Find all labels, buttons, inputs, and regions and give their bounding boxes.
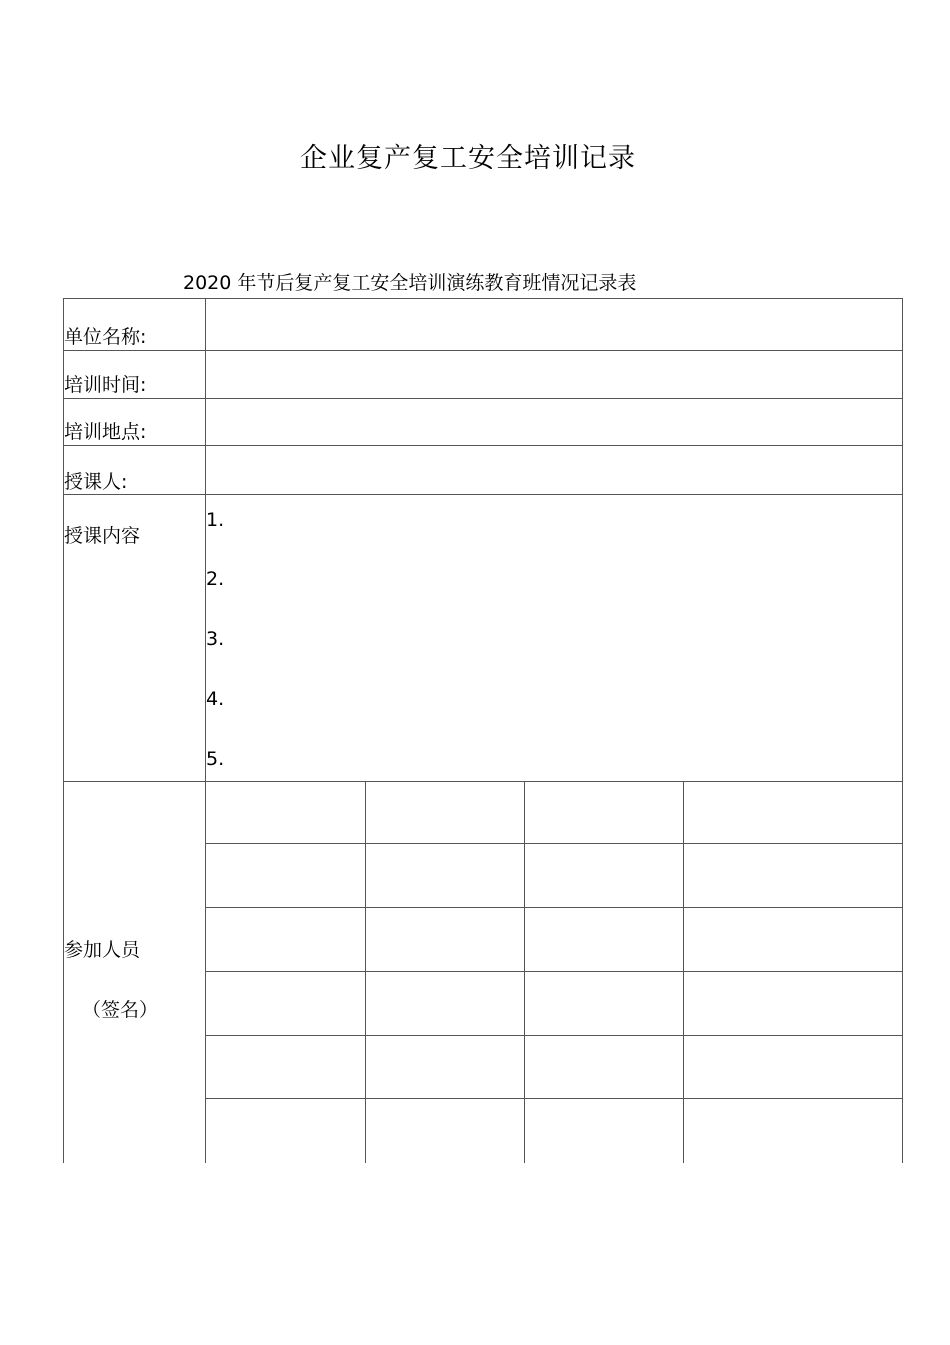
table-border-right bbox=[902, 298, 903, 1163]
participants-label: 参加人员 bbox=[64, 939, 141, 961]
document-title: 企业复产复工安全培训记录 bbox=[300, 143, 636, 174]
signature-column-divider bbox=[683, 781, 684, 1163]
label-column-divider bbox=[205, 298, 206, 1163]
signature-row-divider bbox=[206, 1035, 903, 1036]
lecturer-label: 授课人: bbox=[64, 471, 128, 493]
unit-name-label: 单位名称: bbox=[64, 326, 147, 348]
row-divider bbox=[63, 494, 903, 495]
training-time-label: 培训时间: bbox=[64, 374, 147, 396]
signature-row-divider bbox=[206, 843, 903, 844]
row-divider bbox=[63, 398, 903, 399]
signature-row-divider bbox=[206, 1098, 903, 1099]
content-item: 4. bbox=[206, 688, 225, 710]
row-divider bbox=[63, 445, 903, 446]
signature-row-divider bbox=[206, 907, 903, 908]
signature-note: （签名） bbox=[82, 999, 159, 1021]
table-border-top bbox=[63, 298, 903, 299]
content-item: 1. bbox=[206, 509, 225, 531]
signature-column-divider bbox=[365, 781, 366, 1163]
content-item: 2. bbox=[206, 568, 225, 590]
signature-row-divider bbox=[206, 971, 903, 972]
content-item: 3. bbox=[206, 628, 225, 650]
form-subtitle: 2020 年节后复产复工安全培训演练教育班情况记录表 bbox=[183, 272, 637, 294]
training-location-label: 培训地点: bbox=[64, 421, 147, 443]
row-divider bbox=[63, 350, 903, 351]
content-item: 5. bbox=[206, 748, 225, 770]
signature-column-divider bbox=[524, 781, 525, 1163]
content-label: 授课内容 bbox=[64, 525, 141, 547]
row-divider bbox=[63, 781, 903, 782]
